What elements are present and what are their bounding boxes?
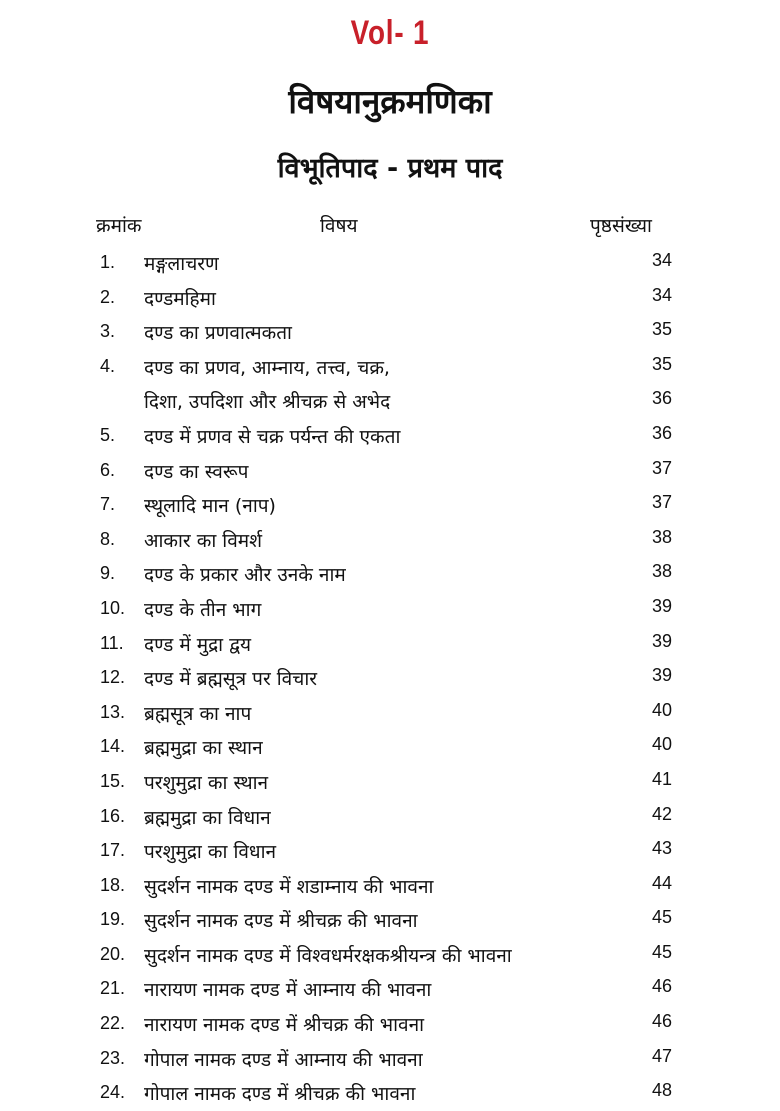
entry-number: 24. bbox=[100, 1082, 126, 1103]
entry-number: 19. bbox=[100, 909, 126, 930]
entry-number: 10. bbox=[100, 597, 126, 618]
entry-subject: गोपाल नामक दण्ड में आम्नाय की भावना bbox=[144, 1048, 423, 1071]
entry-page-number: 42 bbox=[651, 803, 672, 824]
entry-subject: दण्डमहिमा bbox=[144, 287, 216, 310]
entry-page-number: 34 bbox=[651, 284, 672, 305]
entry-subject: स्थूलादि मान (नाप) bbox=[144, 495, 276, 518]
entry-page-number: 43 bbox=[651, 838, 672, 859]
entry-subject: परशुमुद्रा का स्थान bbox=[144, 771, 269, 794]
toc-row bbox=[0, 523, 780, 558]
entry-subject: दण्ड के प्रकार और उनके नाम bbox=[144, 564, 346, 587]
entry-number: 21. bbox=[100, 978, 126, 999]
entry-page-number: 36 bbox=[651, 388, 672, 409]
entry-subject: ब्रह्मसूत्र का नाप bbox=[144, 702, 252, 725]
entry-subject: ब्रह्ममुद्रा का स्थान bbox=[144, 737, 263, 760]
entry-subject: नारायण नामक दण्ड में श्रीचक्र की भावना bbox=[144, 1014, 425, 1037]
toc-row bbox=[0, 488, 780, 523]
entry-page-number: 34 bbox=[651, 250, 672, 270]
entry-number: 5. bbox=[100, 424, 116, 445]
toc-row bbox=[0, 800, 780, 835]
toc-row bbox=[0, 384, 780, 419]
entry-number: 6. bbox=[100, 459, 116, 480]
entry-page-number: 47 bbox=[651, 1045, 672, 1066]
toc-row bbox=[0, 1076, 780, 1111]
entry-page-number: 39 bbox=[651, 595, 672, 616]
entry-page-number: 46 bbox=[651, 976, 672, 997]
entry-number: 12. bbox=[100, 667, 126, 688]
entry-number: 15. bbox=[100, 770, 126, 791]
toc-row bbox=[0, 869, 780, 904]
toc-row bbox=[0, 972, 780, 1007]
entry-subject: परशुमुद्रा का विधान bbox=[144, 841, 277, 864]
toc-row bbox=[0, 696, 780, 731]
entry-subject: दण्ड में प्रणव से चक्र पर्यन्त की एकता bbox=[144, 425, 401, 448]
entry-page-number: 46 bbox=[651, 1011, 672, 1032]
page-title: विषयानुक्रमणिका bbox=[288, 82, 492, 121]
entry-number: 22. bbox=[100, 1013, 126, 1034]
toc-row bbox=[0, 557, 780, 592]
entry-subject: दण्ड का स्वरूप bbox=[144, 460, 249, 483]
toc-row bbox=[0, 592, 780, 627]
entry-number: 7. bbox=[100, 494, 116, 515]
toc-row bbox=[0, 903, 780, 938]
entry-number: 17. bbox=[100, 840, 126, 861]
entry-page-number: 45 bbox=[651, 907, 672, 928]
column-header-subject: विषय bbox=[320, 215, 358, 237]
entry-page-number: 40 bbox=[651, 734, 672, 755]
toc-row bbox=[0, 834, 780, 869]
entry-subject: दण्ड का प्रणव, आम्नाय, तत्त्व, चक्र, bbox=[144, 356, 390, 379]
entry-number: 2. bbox=[100, 286, 116, 307]
column-header-number: क्रमांक bbox=[96, 215, 142, 237]
entry-page-number: 36 bbox=[651, 422, 672, 443]
entry-number: 4. bbox=[100, 355, 116, 376]
entry-page-number: 41 bbox=[651, 768, 672, 789]
entry-subject: नारायण नामक दण्ड में आम्नाय की भावना bbox=[144, 979, 432, 1002]
toc-row bbox=[0, 1042, 780, 1077]
entry-page-number: 37 bbox=[651, 492, 672, 513]
entry-subject: सुदर्शन नामक दण्ड में विश्वधर्मरक्षकश्रीयन्त्र की भावना bbox=[144, 944, 512, 967]
entry-number: 11. bbox=[100, 632, 124, 653]
entry-page-number: 44 bbox=[651, 872, 672, 893]
entry-number: 1. bbox=[100, 252, 116, 272]
entry-page-number: 39 bbox=[651, 630, 672, 651]
entry-subject: दण्ड के तीन भाग bbox=[144, 598, 262, 621]
toc-row bbox=[0, 246, 780, 281]
entry-page-number: 40 bbox=[651, 699, 672, 720]
toc-row bbox=[0, 627, 780, 662]
entry-subject: मङ्गलाचरण bbox=[144, 253, 219, 275]
entry-number: 13. bbox=[100, 701, 126, 722]
entry-subject: दण्ड में ब्रह्मसूत्र पर विचार bbox=[144, 668, 318, 691]
entry-number: 16. bbox=[100, 805, 126, 826]
entry-page-number: 35 bbox=[651, 319, 672, 340]
toc-row bbox=[0, 765, 780, 800]
entry-subject: सुदर्शन नामक दण्ड में शडाम्नाय की भावना bbox=[144, 875, 434, 898]
toc-row bbox=[0, 419, 780, 454]
entry-subject: सुदर्शन नामक दण्ड में श्रीचक्र की भावना bbox=[144, 910, 418, 933]
entry-subject: दण्ड में मुद्रा द्वय bbox=[144, 633, 252, 656]
entry-number: 18. bbox=[100, 874, 126, 895]
toc-row bbox=[0, 661, 780, 696]
entry-number: 9. bbox=[100, 563, 116, 584]
toc-row bbox=[0, 281, 780, 316]
entry-page-number: 45 bbox=[651, 941, 672, 962]
toc-row bbox=[0, 454, 780, 489]
entry-page-number: 39 bbox=[651, 665, 672, 686]
section-subtitle: विभूतिपाद - प्रथम पाद bbox=[277, 153, 503, 184]
entry-number: 3. bbox=[100, 321, 116, 342]
toc-row bbox=[0, 1007, 780, 1042]
entry-page-number: 37 bbox=[651, 457, 672, 478]
volume-label: Vol- 1 bbox=[350, 14, 430, 52]
entry-number: 23. bbox=[100, 1047, 126, 1068]
entry-page-number: 38 bbox=[651, 526, 672, 547]
entry-number: 14. bbox=[100, 736, 126, 757]
entry-subject: गोपाल नामक दण्ड में श्रीचक्र की भावना bbox=[144, 1083, 416, 1106]
entry-page-number: 35 bbox=[651, 353, 672, 374]
table-of-contents bbox=[0, 246, 780, 1111]
entry-page-number: 38 bbox=[651, 561, 672, 582]
entry-subject: आकार का विमर्श bbox=[144, 529, 263, 552]
toc-row bbox=[0, 315, 780, 350]
entry-page-number: 48 bbox=[651, 1080, 672, 1101]
toc-row bbox=[0, 938, 780, 973]
entry-number: 8. bbox=[100, 528, 116, 549]
toc-row bbox=[0, 350, 780, 385]
toc-row bbox=[0, 730, 780, 765]
entry-subject: दण्ड का प्रणवात्मकता bbox=[144, 322, 292, 345]
column-header-page: पृष्ठसंख्या bbox=[590, 215, 652, 237]
entry-subject: ब्रह्ममुद्रा का विधान bbox=[144, 806, 271, 829]
entry-subject: दिशा, उपदिशा और श्रीचक्र से अभेद bbox=[144, 391, 391, 414]
entry-number: 20. bbox=[100, 943, 126, 964]
